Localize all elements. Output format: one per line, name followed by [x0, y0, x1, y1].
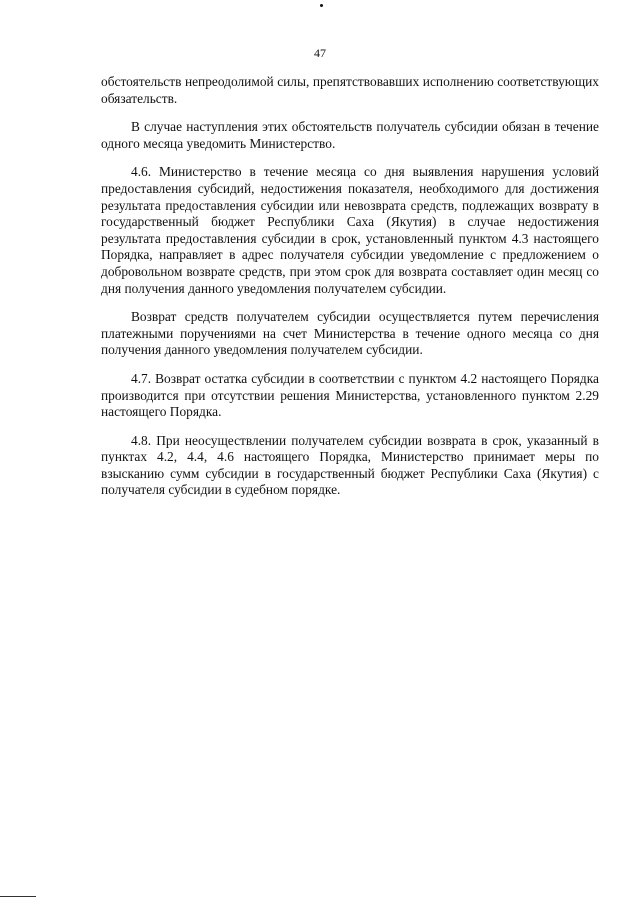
footer-rule: [0, 896, 36, 897]
paragraph-4-8: 4.8. При неосуществлении получателем субсидии возврата в срок, указанный в пунктах 4.2, 4.4, 4.6 настоящего Порядка, Министерство принимает меры по взысканию сумм субсидии в государственный бюджет Республики Саха (Якутия) с получателя субсидии в судебном порядке.: [101, 432, 599, 498]
paragraph-continuation: обстоятельств непреодолимой силы, препятствовавших исполнению соответствующих обязательств.: [101, 74, 599, 106]
paragraph-4-7: 4.7. Возврат остатка субсидии в соответствии с пунктом 4.2 настоящего Порядка производится при отсутствии решения Министерства, установленного пунктом 2.29 настоящего Порядка.: [101, 370, 599, 420]
page-number: 47: [314, 46, 326, 60]
paragraph-refund-procedure: Возврат средств получателем субсидии осуществляется путем перечисления платежными поручениями на счет Министерства в течение одного месяца со дня получения данного уведомления получателем субсидии.: [101, 309, 599, 358]
paragraph-notice-obligation: В случае наступления этих обстоятельств получатель субсидии обязан в течение одного месяца уведомить Министерство.: [101, 119, 599, 151]
document-body: [101, 74, 599, 511]
paragraph-4-6: 4.6. Министерство в течение месяца со дня выявления нарушения условий предоставления субсидий, недостижения показателя, необходимого для достижения результата предоставления субсидии или невозврата средств, подлежащих возврату в государственный бюджет Республики Саха (Якутия) в случае недостижения результата предоставления субсидии в срок, установленный пунктом 4.3 настоящего Порядка, направляет в адрес получателя субсидии уведомление с предложением о добровольном возврате средств, при этом срок для возврата составляет один месяц со дня получения данного уведомления получателем субсидии.: [101, 164, 599, 296]
top-dot-mark: [320, 4, 323, 7]
